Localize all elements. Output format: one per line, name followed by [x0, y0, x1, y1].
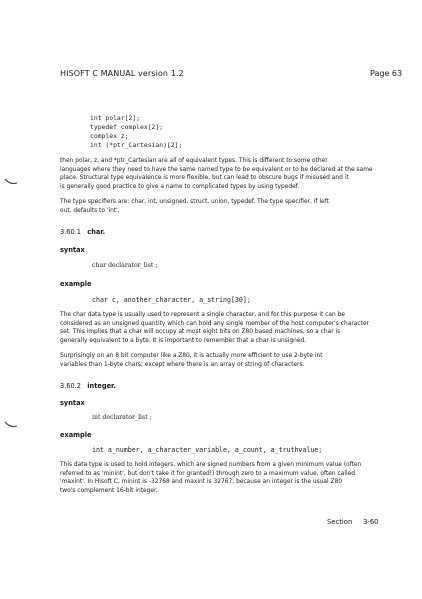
text-line: place. Structural type equivalence is more flexible, but can lead to obscure bugs if misused and it [60, 175, 349, 181]
section-title: char. [87, 228, 106, 236]
section-number: 3-60 [363, 518, 379, 526]
text-line: set. This implies that a char will occupy at most eight bits on Z80 based machines, so a char is [60, 329, 341, 335]
syntax-label: syntax [60, 246, 85, 254]
text-line: The char data type is usually used to represent a single character, and for this purpose it can be [60, 312, 345, 318]
syntax-line: char declarator_list ; [92, 262, 158, 269]
text-line: considered as an unsigned quantity which can hold any single member of the host computer's character [60, 320, 369, 327]
code-line: int polar[2]; [90, 114, 141, 122]
paragraph-integer-description [60, 461, 386, 495]
section-heading-char [60, 228, 105, 236]
example-label: example [60, 431, 92, 439]
section-number: 3.60.1 [60, 228, 81, 236]
page-number: Page 63 [370, 69, 403, 78]
text-line: two's complement 16-bit integer. [60, 487, 158, 494]
section-footer [327, 518, 379, 526]
code-line: int (*ptr_Cartesian)[2]; [90, 141, 183, 149]
text-line: is generally good practice to give a name to complicated types by using typedef. [60, 183, 300, 190]
syntax-label: syntax [60, 399, 85, 407]
paragraph-char-efficiency [60, 352, 386, 369]
section-title: integer. [87, 382, 116, 390]
text-line: variables than 1-byte chars; except where there is an array or string of characters. [60, 361, 305, 368]
text-line: then polar, z, and *ptr_Cartesian are all of equivalent types. This is different to some other [60, 158, 328, 164]
paragraph-char-description [60, 311, 386, 345]
text-line: generally equivalent to a byte. It is important to remember that a char is unsigned. [60, 337, 307, 344]
section-label: Section [327, 518, 353, 526]
manual-title: HISOFT C MANUAL version 1.2 [60, 69, 184, 78]
text-line: referred to as 'minint', but don't take it for granted!) through zero to a maximum value, often called [60, 470, 355, 477]
text-line: languages where they need to have the same named type to be equivalent or to be declared at the same [60, 166, 373, 173]
paragraph-type-specifiers [60, 198, 386, 215]
text-line: The type specifiers are: char, int, unsigned, struct, union, typedef. The type specifier, if left [60, 199, 329, 205]
syntax-line: int declarator_list ; [92, 414, 152, 421]
text-line: out, defaults to 'int'. [60, 207, 120, 214]
paragraph-type-equivalence [60, 157, 386, 191]
text-line: This data type is used to hold integers, which are signed numbers from a given minimum value (often [60, 462, 362, 468]
section-number: 3.60.2 [60, 382, 81, 390]
binder-mark-icon [4, 178, 18, 186]
example-code: char c, another_character, a_string[30]; [92, 296, 251, 304]
binder-mark-icon [4, 421, 18, 429]
text-line: 'maxint'. In Hisoft C, minint is -32768 and maxint is 32767; because an integer is the usual Z80 [60, 479, 343, 485]
example-code: int a_number, a_character_variable, a_count, a_truthvalue; [92, 446, 323, 454]
text-line: Surprisingly on an 8 bit computer like a Z80, it is actually more efficient to use 2-byte int [60, 353, 323, 359]
code-line: complex z; [90, 132, 129, 140]
code-line: typedef complex[2]; [90, 123, 164, 131]
section-heading-integer [60, 382, 116, 390]
example-label: example [60, 280, 92, 288]
